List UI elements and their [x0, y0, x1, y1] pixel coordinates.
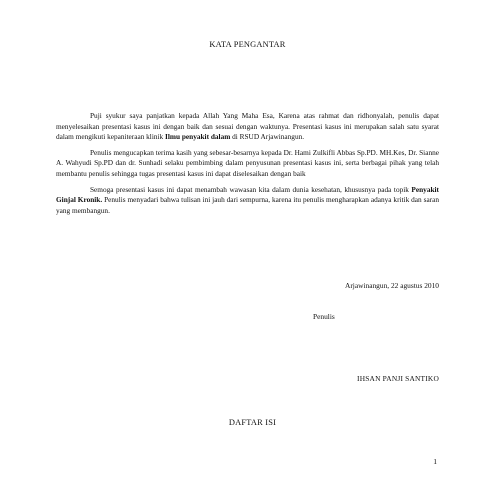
paragraph-3-tail: Penulis menyadari bahwa tulisan ini jauh dari sempurna, karena itu penulis mengharapkan adanya kritik dan saran yang membangun.	[56, 195, 439, 215]
page-title: KATA PENGANTAR	[209, 40, 286, 49]
place-date: Arjawinangun, 22 agustus 2010	[344, 281, 439, 290]
paragraph-2	[56, 148, 439, 180]
paragraph-3-bold: Penyakit Ginjal Kronik.	[56, 184, 439, 205]
paragraph-2-lead: Penulis mengucapkan terima kasih yang sebesar-besarnya kepada Dr. Hami Zulkifli Abbas Sp.PD. MH.Kes, Dr. Sianne A. Wahyudi Sp.PD dan dr. Sunhadi selaku pembimbing dalam penyusunan presentasi kasus ini, serta berbagai pihak yang telah membantu penulis sehingga tugas presentasi kasus ini dapat diselesaikan dengan baik	[56, 147, 439, 178]
body-text	[56, 111, 439, 221]
page-number: 1	[433, 457, 437, 466]
paragraph-1-tail: di RSUD Arjawinangun.	[230, 132, 305, 142]
paragraph-3-lead: Semoga presentasi kasus ini dapat menambah wawasan kita dalam dunia kesehatan, khususnya pada topik	[90, 184, 412, 194]
paragraph-3	[56, 185, 439, 217]
next-section-title: DAFTAR ISI	[228, 418, 277, 427]
paragraph-1-lead: Puji syukur saya panjatkan kepada Allah Yang Maha Esa, Karena atas rahmat dan ridhonyalah, penulis dapat menyelesaikan presentasi kasus ini dengan baik dan sesuai dengan waktunya. Presentasi kasus ini merupakan salah satu syarat dalam mengikuti kepaniteraan klinik	[56, 111, 439, 142]
signature-label: Penulis	[313, 312, 335, 321]
paragraph-1	[56, 111, 439, 143]
paragraph-1-bold: Ilmu penyakit dalam	[165, 132, 231, 142]
author-name: IHSAN PANJI SANTIKO	[357, 374, 439, 383]
